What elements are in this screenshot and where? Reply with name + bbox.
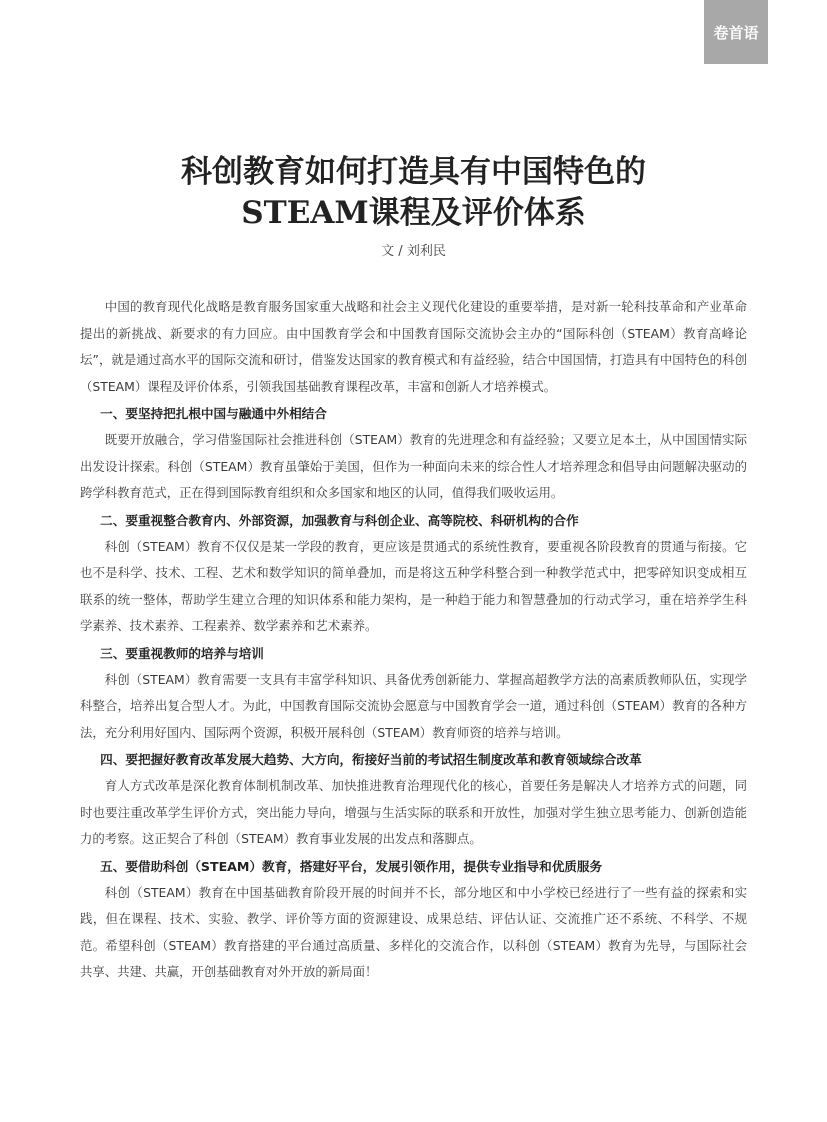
article-body (80, 294, 747, 986)
article-title-line-1: 科创教育如何打造具有中国特色的 (181, 154, 646, 190)
section-paragraph-3: 科创（STEAM）教育需要一支具有丰富学科知识、具备优秀创新能力、掌握高超教学方法的高素质教师队伍，实现学科整合，培养出复合型人才。为此，中国教育国际交流协会愿意与中国教育学会一道，通过科创（STEAM）教育的各种方法，充分利用好国内、国际两个资源，积极开展科创（STEAM）教育师资的培养与培训。 (80, 671, 747, 740)
section-heading-2: 二、要重视整合教育内、外部资源，加强教育与科创企业、高等院校、科研机构的合作 (100, 512, 579, 528)
section-heading-3: 三、要重视教师的培养与培训 (100, 645, 264, 661)
section-paragraph-2: 科创（STEAM）教育不仅仅是某一学段的教育，更应该是贯通式的系统性教育，要重视各阶段教育的贯通与衔接。它也不是科学、技术、工程、艺术和数学知识的简单叠加，而是将这五种学科整合到一种教学范式中，把零碎知识变成相互联系的统一整体，帮助学生建立合理的知识体系和能力架构，是一种趋于能力和智慧叠加的行动式学习，重在培养学生科学素养、技术素养、工程素养、数学素养和艺术素养。 (80, 538, 747, 633)
column-tag: 卷首语 (704, 0, 768, 64)
intro-paragraph: 中国的教育现代化战略是教育服务国家重大战略和社会主义现代化建设的重要举措，是对新一轮科技革命和产业革命提出的新挑战、新要求的有力回应。由中国教育学会和中国教育国际交流协会主办的“国际科创（STEAM）教育高峰论坛”，就是通过高水平的国际交流和研讨，借鉴发达国家的教育模式和有益经验，结合中国国情，打造具有中国特色的科创（STEAM）课程及评价体系，引领我国基础教育课程改革，丰富和创新人才培养模式。 (80, 299, 747, 394)
article-title-line-2: STEAM课程及评价体系 (241, 195, 586, 231)
section-paragraph-1: 既要开放融合，学习借鉴国际社会推进科创（STEAM）教育的先进理念和有益经验；又要立足本土，从中国国情实际出发设计探索。科创（STEAM）教育虽肇始于美国，但作为一种面向未来的综合性人才培养理念和倡导由问题解决驱动的跨学科教育范式，正在得到国际教育组织和众多国家和地区的认同，值得我们吸收运用。 (80, 432, 747, 500)
section-paragraph-5: 科创（STEAM）教育在中国基础教育阶段开展的时间并不长，部分地区和中小学校已经进行了一些有益的探索和实践，但在课程、技术、实验、教学、评价等方面的资源建设、成果总结、评估认证、交流推广还不系统、不科学、不规范。希望科创（STEAM）教育搭建的平台通过高质量、多样化的交流合作，以科创（STEAM）教育为先导，与国际社会共享、共建、共赢，开创基础教育对外开放的新局面！ (80, 884, 747, 979)
section-heading-1: 一、要坚持把扎根中国与融通中外相结合 (100, 406, 327, 421)
section-heading-4: 四、要把握好教育改革发展大趋势、大方向，衔接好当前的考试招生制度改革和教育领域综合改革 (100, 752, 642, 767)
section-paragraph-4: 育人方式改革是深化教育体制机制改革、加快推进教育治理现代化的核心，首要任务是解决人才培养方式的问题，同时也要注重改革学生评价方式，突出能力导向，增强与生活实际的联系和开放性，加强对学生独立思考能力、创新创造能力的考察。这正契合了科创（STEAM）教育事业发展的出发点和落脚点。 (80, 778, 747, 846)
author-byline: 文 / 刘利民 (381, 244, 446, 259)
section-heading-5: 五、要借助科创（STEAM）教育，搭建好平台，发展引领作用，提供专业指导和优质服务 (100, 858, 603, 874)
